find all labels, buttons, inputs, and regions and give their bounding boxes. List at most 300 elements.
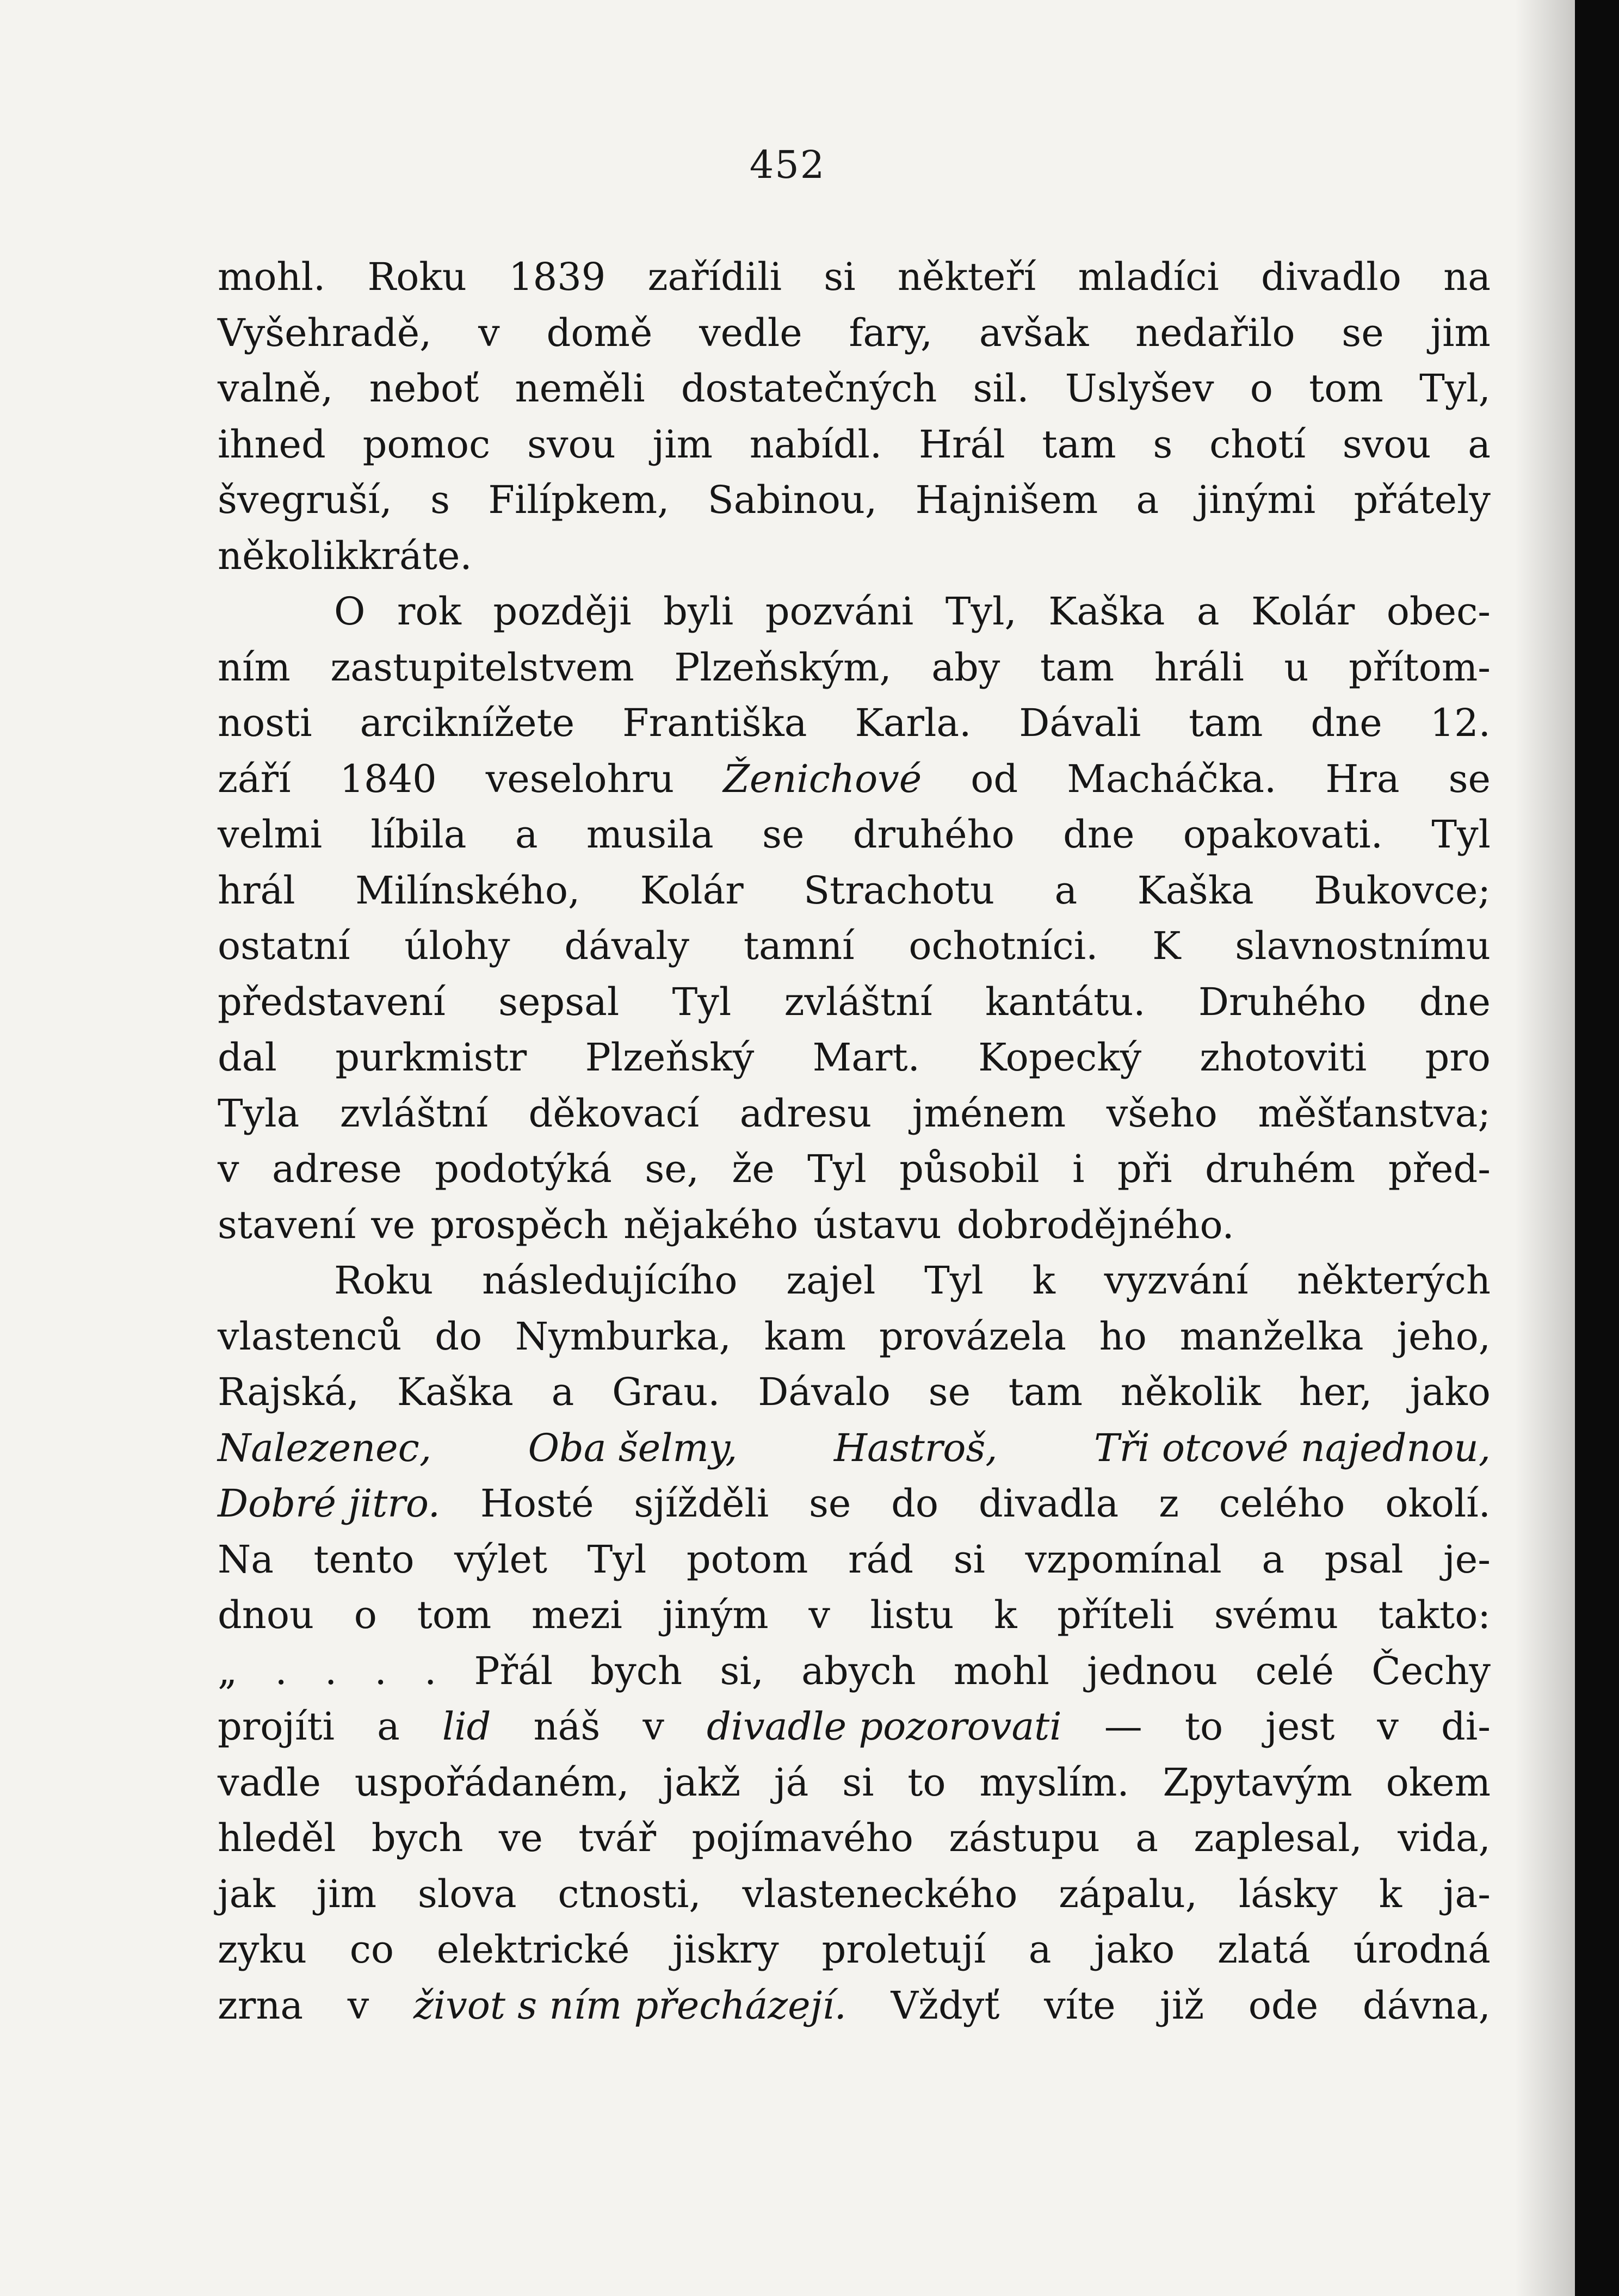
text-line	[218, 1309, 1491, 1365]
word: ihned	[218, 422, 326, 467]
word: Kolár	[1251, 589, 1355, 634]
word: zyku	[218, 1927, 307, 1972]
word: Kaška	[397, 1370, 514, 1414]
word: dnou	[218, 1593, 314, 1637]
word: arciknížete	[360, 701, 575, 745]
text-line	[218, 1420, 1491, 1476]
word: sepsal	[498, 979, 620, 1024]
word: Vždyť	[891, 1983, 1000, 2028]
word: ode	[1248, 1983, 1319, 2028]
word: u	[1284, 645, 1309, 690]
word: K	[1152, 924, 1181, 968]
word: příteli	[1057, 1593, 1175, 1637]
word: stavení	[218, 1202, 356, 1247]
word: Mart.	[812, 1035, 920, 1080]
word: jak	[218, 1871, 275, 1916]
text-line	[218, 417, 1491, 473]
word: Roku	[334, 1258, 434, 1303]
word: to	[907, 1760, 946, 1805]
word: Filípkem,	[488, 478, 670, 522]
word: Nymburka,	[515, 1314, 731, 1359]
word: to	[1184, 1704, 1223, 1749]
word: adresu	[739, 1091, 872, 1136]
word: představení	[218, 979, 446, 1024]
word: Sabinou,	[707, 478, 878, 522]
word: zlatá	[1217, 1927, 1311, 1972]
word: Tyl	[672, 979, 732, 1024]
word: a	[377, 1704, 400, 1749]
text-line	[218, 1030, 1491, 1086]
word: vedle	[699, 310, 802, 355]
word: elektrické	[436, 1927, 630, 1972]
word: manželka	[1179, 1314, 1364, 1359]
word: zástupu	[949, 1816, 1100, 1860]
word: život s ním přecházejí.	[413, 1983, 846, 2028]
word: projíti	[218, 1704, 335, 1749]
word: potom	[686, 1537, 808, 1582]
word: fary,	[849, 310, 933, 355]
word: při	[1117, 1147, 1172, 1191]
text-line	[218, 1643, 1491, 1699]
word: a	[1262, 1537, 1285, 1582]
word: a	[515, 812, 538, 857]
word: valně,	[218, 366, 333, 411]
word: děkovací	[528, 1091, 700, 1136]
word: Hajnišem	[915, 478, 1098, 522]
word: Roku	[367, 255, 467, 299]
word: ja-	[1443, 1871, 1491, 1916]
word: a	[1196, 589, 1220, 634]
word: tam	[1008, 1370, 1083, 1414]
word: již	[1160, 1983, 1204, 2028]
word: byli	[663, 589, 734, 634]
text-line	[218, 472, 1491, 528]
word: 1840	[339, 756, 437, 801]
word: divadle pozorovati	[706, 1704, 1062, 1749]
word: jest	[1265, 1704, 1335, 1749]
word: druhém	[1205, 1147, 1356, 1191]
word: Grau.	[612, 1370, 720, 1414]
word: nějakého	[623, 1202, 799, 1247]
word: divadlo	[1261, 255, 1401, 299]
word: některých	[1297, 1258, 1491, 1303]
word: Tyl	[807, 1147, 867, 1191]
word: vadle	[218, 1760, 321, 1805]
word: musila	[586, 812, 714, 857]
word: Druhého	[1198, 979, 1367, 1024]
word: Hosté	[480, 1481, 594, 1526]
word: s	[430, 478, 450, 522]
word: dal	[218, 1035, 277, 1080]
word: .	[374, 1648, 387, 1693]
word: zařídili	[647, 255, 782, 299]
word: do	[891, 1481, 939, 1526]
word: jako	[1094, 1927, 1175, 1972]
text-line	[218, 1253, 1491, 1309]
text-line	[218, 751, 1491, 807]
word: pomoc	[362, 422, 491, 467]
word: tvář	[578, 1816, 657, 1860]
word: náš	[533, 1704, 601, 1749]
text-line	[218, 974, 1491, 1030]
word: ústavu	[813, 1202, 942, 1247]
text-line	[218, 1810, 1491, 1866]
word: Dávali	[1019, 701, 1141, 745]
word: jim	[1430, 310, 1491, 355]
word: k	[1032, 1258, 1055, 1303]
word: dobrodějného.	[956, 1202, 1234, 1247]
word: dávaly	[564, 924, 690, 968]
text-line	[218, 1086, 1491, 1142]
text-line	[218, 584, 1491, 640]
word: celé	[1255, 1648, 1334, 1693]
word: ctnosti,	[558, 1871, 701, 1916]
word: dne	[1419, 979, 1491, 1024]
page-edge-shadow	[1515, 0, 1575, 2296]
word: ním	[218, 645, 291, 690]
word: opakovati.	[1183, 812, 1383, 857]
word: Tyl	[1431, 812, 1491, 857]
word: tom	[1309, 366, 1383, 411]
word: Hastroš,	[833, 1425, 998, 1470]
word: všeho	[1106, 1091, 1218, 1136]
word: švegruší,	[218, 478, 392, 522]
word: a	[1054, 868, 1078, 913]
text-line	[218, 1755, 1491, 1811]
word: proletují	[821, 1927, 986, 1972]
word: tam	[1042, 422, 1116, 467]
word: a	[1136, 478, 1159, 522]
word: divadla	[978, 1481, 1119, 1526]
word: tom	[417, 1593, 492, 1637]
word: sil.	[973, 366, 1029, 411]
word: několikkráte.	[218, 533, 472, 578]
word: bych	[590, 1648, 683, 1693]
text-line	[218, 640, 1491, 696]
word: a	[1028, 1927, 1052, 1972]
word: 1839	[509, 255, 606, 299]
word: přítom-	[1348, 645, 1491, 690]
word: adrese	[271, 1147, 402, 1191]
scan-border	[1575, 0, 1619, 2296]
word: dne	[1311, 701, 1382, 745]
word: Dávalo	[758, 1370, 891, 1414]
word: zhotoviti	[1200, 1035, 1367, 1080]
word: zápalu,	[1059, 1871, 1198, 1916]
word: vlastenců	[218, 1314, 402, 1359]
word: prospěch	[430, 1202, 609, 1247]
word: Tyl,	[945, 589, 1017, 634]
word: se,	[645, 1147, 699, 1191]
word: před-	[1388, 1147, 1491, 1191]
word: se	[808, 1481, 851, 1526]
word: druhého	[852, 812, 1015, 857]
word: hráli	[1154, 645, 1244, 690]
word: líbila	[370, 812, 467, 857]
word: pojímavého	[691, 1816, 913, 1860]
text-line	[218, 863, 1491, 919]
word: .	[325, 1648, 337, 1693]
text-line	[218, 1978, 1491, 2034]
word: zajel	[786, 1258, 876, 1303]
word: Tyl	[587, 1537, 647, 1582]
word: Plzeňským,	[674, 645, 892, 690]
word: avšak	[979, 310, 1089, 355]
word: abych	[801, 1648, 916, 1693]
word: Milínského,	[355, 868, 580, 913]
word: dostatečných	[681, 366, 937, 411]
word: O	[334, 589, 366, 634]
word: Tyl	[924, 1258, 984, 1303]
text-line	[218, 1141, 1491, 1197]
word: ve	[498, 1816, 543, 1860]
text-line	[218, 807, 1491, 863]
word: rok	[397, 589, 461, 634]
word: slova	[417, 1871, 517, 1916]
word: jménem	[912, 1091, 1066, 1136]
word: si	[824, 255, 856, 299]
word: purkmistr	[335, 1035, 527, 1080]
word: veselohru	[485, 756, 675, 801]
word: tam	[1189, 701, 1263, 745]
word: Tři otcové najednou,	[1094, 1425, 1491, 1470]
word: se	[928, 1370, 971, 1414]
word: se	[1448, 756, 1491, 801]
word: úrodná	[1353, 1927, 1491, 1972]
text-line	[218, 249, 1491, 305]
word: výlet	[454, 1537, 548, 1582]
word: zrna	[218, 1983, 304, 2028]
word: Tyla	[218, 1091, 300, 1136]
word: svou	[527, 422, 616, 467]
word: dne	[1063, 812, 1135, 857]
word: kam	[764, 1314, 846, 1359]
word: nabídl.	[749, 422, 882, 467]
word: vzpomínal	[1025, 1537, 1222, 1582]
word: někteří	[897, 255, 1036, 299]
word: s	[1153, 422, 1173, 467]
word: v	[1377, 1704, 1399, 1749]
word: nedařilo	[1135, 310, 1295, 355]
word: Čechy	[1371, 1648, 1491, 1693]
word: Ženichové	[723, 756, 922, 801]
word: Kolár	[640, 868, 744, 913]
word: v	[347, 1983, 369, 2028]
word: Karla.	[855, 701, 972, 745]
word: mohl.	[218, 255, 326, 299]
word: mohl	[953, 1648, 1049, 1693]
word: že	[732, 1147, 775, 1191]
word: chotí	[1209, 422, 1306, 467]
text-line	[218, 1922, 1491, 1978]
word: ho	[1099, 1314, 1147, 1359]
word: .	[275, 1648, 287, 1693]
word: her,	[1299, 1370, 1373, 1414]
word: Františka	[622, 701, 807, 745]
body-text	[218, 249, 1491, 2033]
word: i	[1072, 1147, 1085, 1191]
word: pozváni	[765, 589, 914, 634]
word: —	[1104, 1704, 1142, 1749]
word: dávna,	[1362, 1983, 1491, 2028]
word: nosti	[218, 701, 312, 745]
word: takto:	[1378, 1593, 1491, 1637]
word: svou	[1342, 422, 1431, 467]
word: celého	[1219, 1481, 1345, 1526]
word: lid	[442, 1704, 491, 1749]
word: domě	[546, 310, 653, 355]
word: obec-	[1386, 589, 1491, 634]
text-line	[218, 361, 1491, 417]
word: Přál	[474, 1648, 553, 1693]
word: o	[1250, 366, 1273, 411]
word: Vyšehradě,	[218, 310, 432, 355]
word: se	[1342, 310, 1384, 355]
word: bych	[371, 1816, 464, 1860]
word: okem	[1386, 1760, 1491, 1805]
word: tamní	[743, 924, 855, 968]
text-line	[218, 1699, 1491, 1755]
word: ve	[371, 1202, 416, 1247]
word: k	[994, 1593, 1017, 1637]
word: Kaška	[1137, 868, 1254, 913]
word: hleděl	[218, 1816, 336, 1860]
word: a	[551, 1370, 574, 1414]
word: jiným	[662, 1593, 769, 1637]
word: .	[424, 1648, 437, 1693]
text-line	[218, 1532, 1491, 1588]
page-number: 452	[749, 143, 826, 187]
word: několik	[1120, 1370, 1261, 1414]
word: k	[1379, 1871, 1402, 1916]
word: Bukovce;	[1314, 868, 1491, 913]
word: a	[1135, 1816, 1158, 1860]
text-line	[218, 695, 1491, 751]
word: myslím.	[979, 1760, 1129, 1805]
text-line	[218, 528, 1491, 584]
word: Macháčka.	[1067, 756, 1277, 801]
word: Uslyšev	[1065, 366, 1214, 411]
word: vyzvání	[1104, 1258, 1249, 1303]
word: provázela	[879, 1314, 1066, 1359]
word: neměli	[515, 366, 645, 411]
text-line	[218, 1476, 1491, 1532]
word: okolí.	[1385, 1481, 1491, 1526]
word: zastupitelstvem	[330, 645, 634, 690]
word: tento	[313, 1537, 415, 1582]
word: z	[1159, 1481, 1179, 1526]
word: úlohy	[404, 924, 510, 968]
word: v	[218, 1147, 239, 1191]
word: já	[774, 1760, 809, 1805]
word: jiskry	[672, 1927, 779, 1972]
word: velmi	[218, 812, 323, 857]
word: jakž	[663, 1760, 741, 1805]
word: o	[354, 1593, 377, 1637]
text-line	[218, 1364, 1491, 1420]
word: tam	[1040, 645, 1115, 690]
word: zvláštní	[784, 979, 932, 1024]
word: jinými	[1197, 478, 1316, 522]
word: v	[808, 1593, 830, 1637]
word: aby	[931, 645, 1000, 690]
word: a	[1468, 422, 1491, 467]
word: co	[349, 1927, 394, 1972]
word: Nalezenec,	[218, 1425, 432, 1470]
word: později	[493, 589, 632, 634]
word: jednou	[1086, 1648, 1218, 1693]
word: přátely	[1354, 478, 1491, 522]
word: mladíci	[1078, 255, 1219, 299]
word: Na	[218, 1537, 274, 1582]
word: slavnostnímu	[1235, 924, 1491, 968]
word: si	[953, 1537, 985, 1582]
word: následujícího	[482, 1258, 738, 1303]
word: si	[842, 1760, 874, 1805]
word: Kaška	[1048, 589, 1165, 634]
word: je-	[1443, 1537, 1491, 1582]
word: v	[642, 1704, 664, 1749]
word: vlasteneckého	[742, 1871, 1018, 1916]
word: vida,	[1398, 1816, 1491, 1860]
word: Strachotu	[804, 868, 995, 913]
text-line	[218, 1197, 1491, 1253]
word: di-	[1441, 1704, 1491, 1749]
word: do	[435, 1314, 483, 1359]
word: působil	[899, 1147, 1040, 1191]
word: psal	[1324, 1537, 1404, 1582]
text-line	[218, 918, 1491, 974]
text-line	[218, 1866, 1491, 1922]
word: jeho,	[1396, 1314, 1491, 1359]
word: Hra	[1325, 756, 1400, 801]
word: na	[1443, 255, 1491, 299]
word: zvláštní	[339, 1091, 488, 1136]
word: jako	[1410, 1370, 1491, 1414]
word: se	[762, 812, 805, 857]
word: „	[218, 1648, 238, 1693]
word: měšťanstva;	[1258, 1091, 1491, 1136]
word: pro	[1425, 1035, 1491, 1080]
word: víte	[1044, 1983, 1116, 2028]
word: Kopecký	[978, 1035, 1142, 1080]
word: kantátu.	[985, 979, 1146, 1024]
word: lásky	[1238, 1871, 1338, 1916]
word: Hrál	[918, 422, 1005, 467]
word: uspořádaném,	[354, 1760, 629, 1805]
word: od	[971, 756, 1018, 801]
word: mezi	[531, 1593, 622, 1637]
word: jim	[316, 1871, 377, 1916]
word: zaplesal,	[1194, 1816, 1362, 1860]
word: neboť	[369, 366, 479, 411]
word: podotýká	[435, 1147, 612, 1191]
word: jim	[652, 422, 713, 467]
word: Rajská,	[218, 1370, 360, 1414]
word: ochotníci.	[909, 924, 1098, 968]
word: Tyl,	[1419, 366, 1491, 411]
word: si,	[720, 1648, 764, 1693]
word: listu	[870, 1593, 954, 1637]
word: Oba šelmy,	[528, 1425, 738, 1470]
word: ostatní	[218, 924, 350, 968]
text-line	[218, 1587, 1491, 1643]
word: rád	[848, 1537, 914, 1582]
word: sjížděli	[634, 1481, 769, 1526]
word: Plzeňský	[585, 1035, 755, 1080]
word: Zpytavým	[1163, 1760, 1352, 1805]
word: v	[478, 310, 500, 355]
